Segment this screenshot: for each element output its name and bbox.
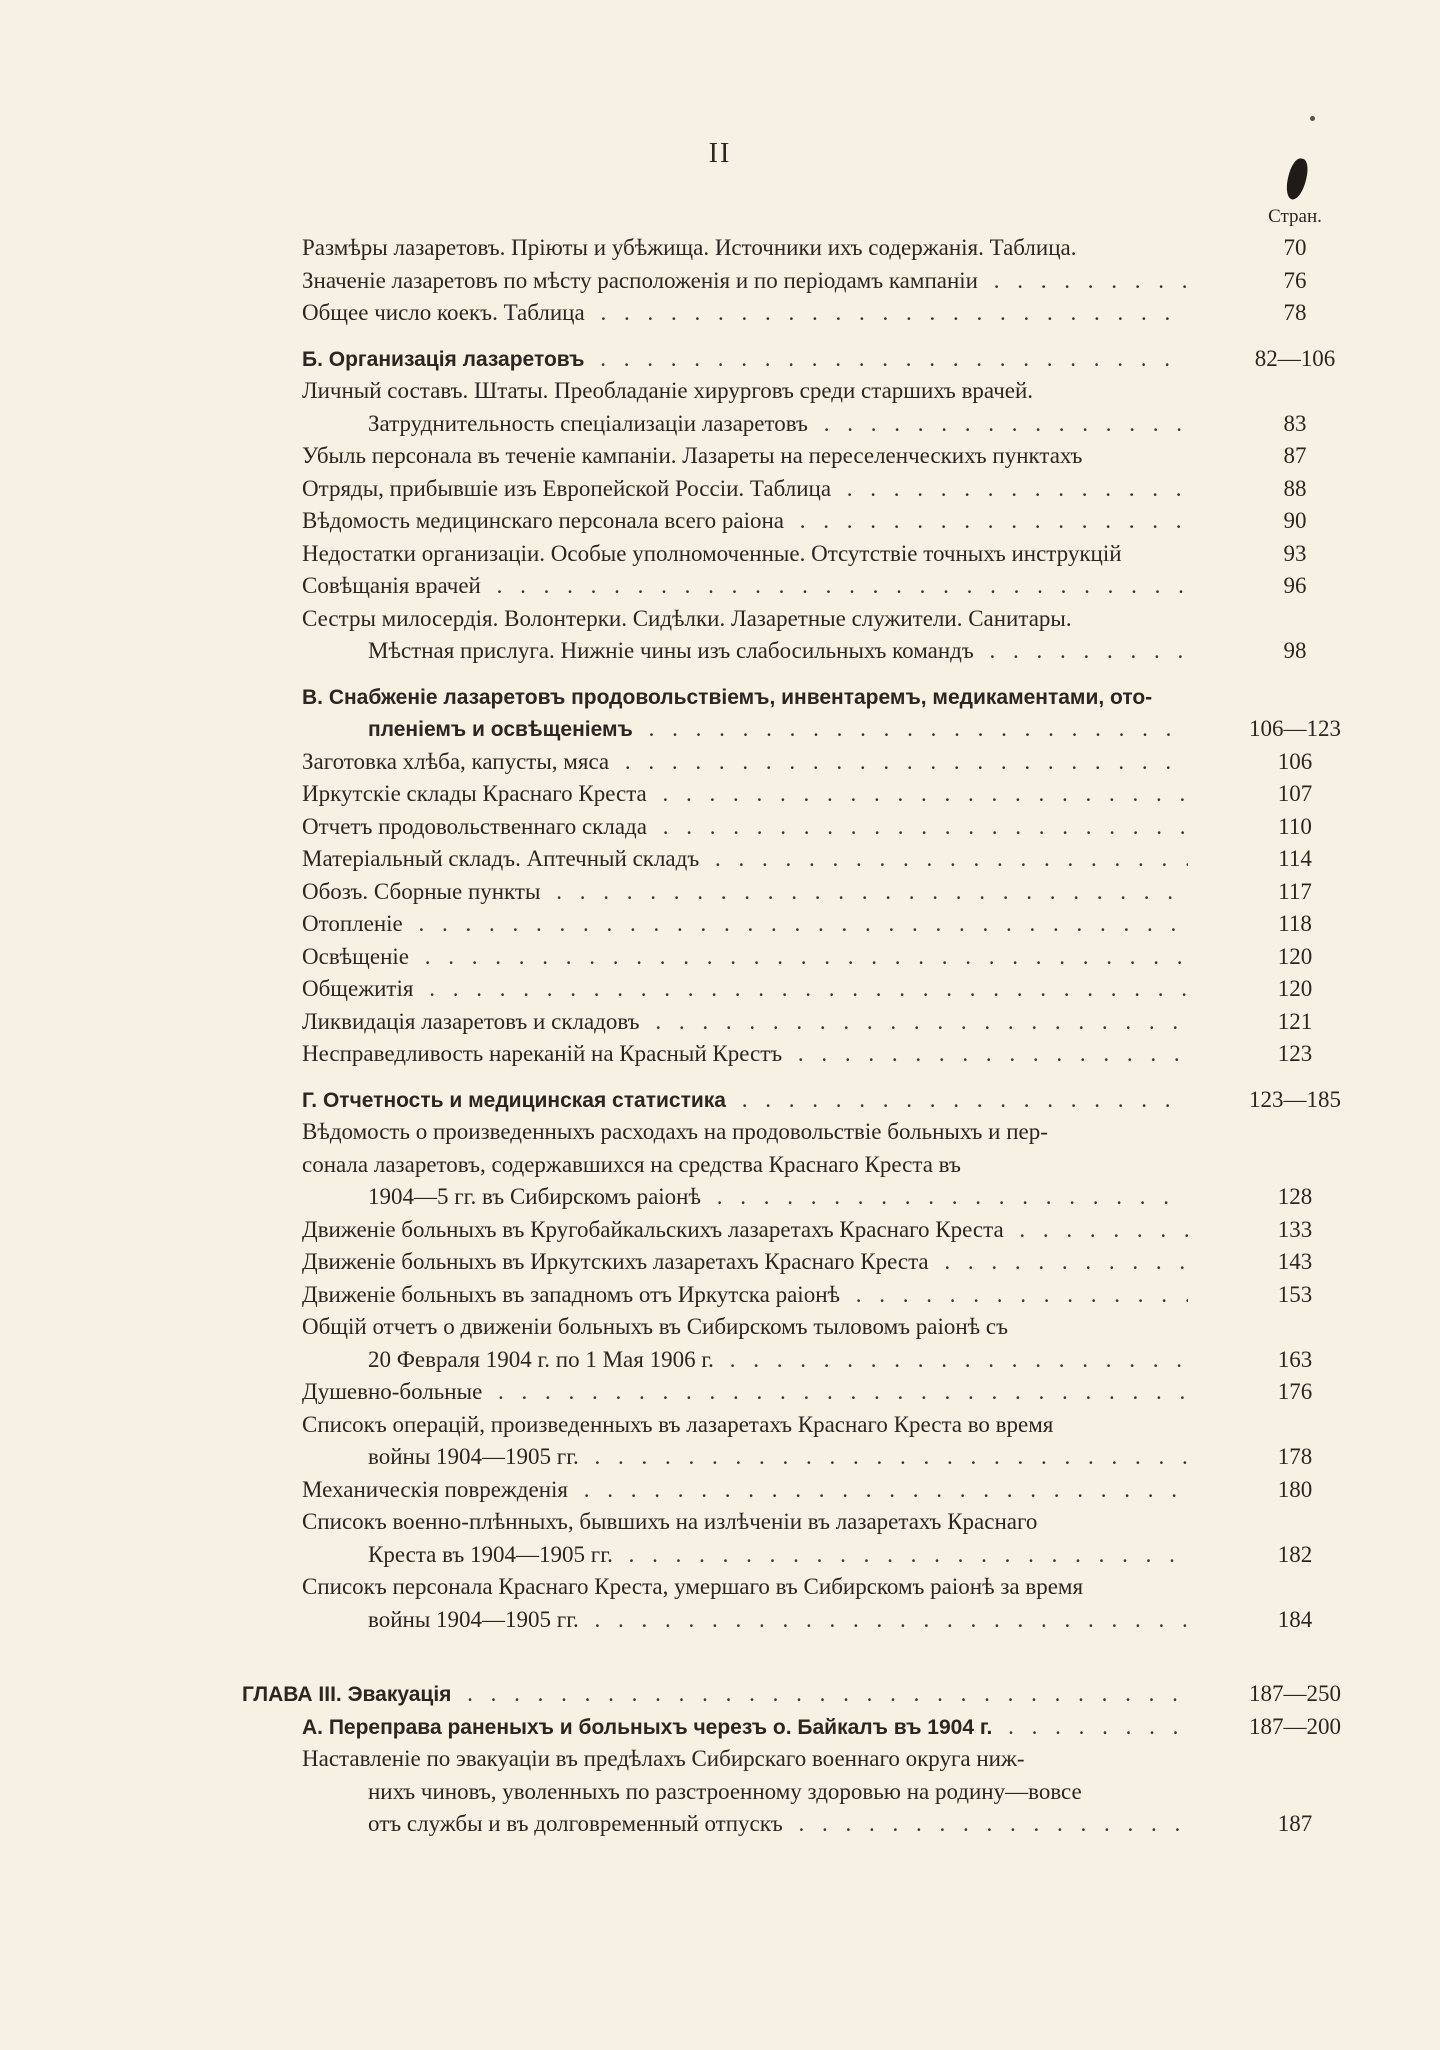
toc-entry (0, 603, 1440, 636)
toc-entry-text: Отчетъ продовольственнаго склада (302, 814, 651, 839)
toc-entry (0, 908, 1440, 941)
toc-entry-text: Личный составъ. Штаты. Преобладаніе хирурговъ среди старшихъ врачей. (302, 378, 1037, 403)
toc-entry-page: 93 (1283, 540, 1307, 566)
toc-entry-text: Движеніе больныхъ въ Кругобайкальскихъ лазаретахъ Краснаго Креста (302, 1217, 1008, 1242)
toc-entry-page: 187 (1277, 1811, 1313, 1836)
toc-entry (0, 1743, 1440, 1776)
toc-entry-title (302, 1711, 1188, 1745)
toc-entry-title (368, 1539, 1188, 1572)
toc-entry-page: 110 (1278, 813, 1312, 839)
toc-entry (0, 408, 1440, 441)
toc-entry-title (302, 843, 1188, 876)
toc-entry (0, 843, 1440, 876)
toc-entry (0, 1571, 1440, 1604)
toc-entry (0, 343, 1440, 376)
toc-entry (0, 265, 1440, 298)
toc-entry-title (302, 1571, 1188, 1604)
toc-entry (0, 570, 1440, 603)
toc-entry-text: Размѣры лазаретовъ. Пріюты и убѣжища. Источники ихъ содержанія. Таблица. (302, 235, 1081, 260)
toc-entry-text: Отряды, прибывшіе изъ Европейской Россіи. Таблица (302, 476, 835, 501)
toc-entry-page: 114 (1278, 846, 1312, 871)
toc-entry-text: нихъ чиновъ, уволенныхъ по разстроенному здоровью на родину—вовсе (368, 1779, 1086, 1804)
toc-entry-title (302, 681, 1188, 715)
toc-entry-text: Иркутскіе склады Краснаго Креста (302, 781, 651, 806)
toc-entry-title (302, 375, 1188, 408)
toc-entry (0, 1084, 1440, 1117)
toc-entry (0, 778, 1440, 811)
toc-entry-text: Общій отчетъ о движеніи больныхъ въ Сибирскомъ тыловомъ раіонѣ съ (302, 1314, 1012, 1339)
toc-entry (0, 1474, 1440, 1507)
toc-entry-title (302, 778, 1188, 811)
toc-entry (0, 713, 1440, 746)
toc-entry-page: 121 (1277, 1008, 1313, 1034)
toc-entry-page: 106 (1277, 748, 1313, 774)
toc-entry (0, 440, 1440, 473)
toc-entry-title (368, 1344, 1188, 1377)
toc-entry (0, 1376, 1440, 1409)
toc-entry-page: 176 (1277, 1379, 1313, 1404)
toc-entry-title (302, 1214, 1188, 1247)
toc-entry-text: Несправедливость нареканій на Красный Крестъ (302, 1041, 786, 1066)
toc-entry (0, 1116, 1440, 1149)
toc-entry-text: Убыль персонала въ теченіе кампаніи. Лазареты на переселенческихъ пунктахъ (302, 443, 1086, 468)
toc-entry-page: 82—106 (1254, 345, 1336, 371)
toc-entry (0, 973, 1440, 1006)
toc-entry (0, 1344, 1440, 1377)
toc-entry (0, 635, 1440, 668)
toc-entry-title (302, 265, 1188, 298)
toc-entry-text: Значеніе лазаретовъ по мѣсту расположенія и по періодамъ кампаніи (302, 268, 982, 293)
toc-entry-title (302, 1246, 1188, 1279)
toc-entry-page: 184 (1277, 1606, 1313, 1632)
toc-entry-page: 90 (1283, 508, 1307, 533)
toc-entry-title (302, 1149, 1188, 1182)
toc-entry-page: 128 (1277, 1184, 1313, 1209)
toc-entry-title (368, 1808, 1188, 1841)
toc-entry-page: 123 (1277, 1041, 1313, 1066)
toc-entry-page: 117 (1278, 878, 1312, 904)
toc-entry (0, 746, 1440, 779)
toc-entry (0, 1149, 1440, 1182)
toc-entry-text: Б. Организація лазаретовъ (302, 348, 589, 371)
toc-entry-title (302, 746, 1188, 779)
toc-entry (0, 1711, 1440, 1744)
toc-entry-text: Обозъ. Сборные пункты (302, 879, 544, 904)
toc-entry-page: 187—200 (1249, 1713, 1341, 1739)
toc-entry (0, 1409, 1440, 1442)
toc-entry-text: Сестры милосердія. Волонтерки. Сидѣлки. Лазаретные служители. Санитары. (302, 606, 1076, 631)
toc-entry-text: войны 1904—1905 гг. (368, 1607, 583, 1632)
toc-entry-page: 96 (1283, 573, 1307, 598)
toc-entry-title (302, 603, 1188, 636)
toc-entry-title (242, 1678, 1188, 1712)
toc-entry-text: Затруднительность спеціализаціи лазаретовъ (368, 411, 812, 436)
toc-entry (0, 538, 1440, 571)
toc-entry-text: А. Переправа раненыхъ и больныхъ черезъ о. Байкалъ въ 1904 г. (302, 1716, 996, 1739)
toc-entry-title (302, 908, 1188, 941)
toc-entry-title (302, 343, 1188, 377)
toc-entry-title (368, 1441, 1188, 1474)
toc-entry-text: 1904—5 гг. въ Сибирскомъ раіонѣ (368, 1184, 705, 1209)
toc-entry-title (302, 505, 1188, 538)
toc-entry (0, 876, 1440, 909)
toc-entry-page: 76 (1283, 267, 1307, 293)
toc-entry-text: Списокъ операцій, произведенныхъ въ лазаретахъ Краснаго Креста во время (302, 1412, 1057, 1437)
toc-entry-title (302, 973, 1188, 1006)
toc-entry-title (302, 440, 1188, 473)
toc-entry-page: 87 (1283, 443, 1307, 468)
toc-entry-page: 123—185 (1249, 1086, 1341, 1112)
toc-entry (0, 375, 1440, 408)
toc-entry-text: сонала лазаретовъ, содержавшихся на средства Краснаго Креста въ (302, 1152, 965, 1177)
toc-entry-page: 120 (1277, 943, 1313, 969)
toc-entry-page: 178 (1277, 1444, 1313, 1469)
toc-entry-title (368, 1604, 1188, 1637)
toc-entry (0, 232, 1440, 265)
toc-entry-text: Вѣдомость медицинскаго персонала всего раіона (302, 508, 788, 533)
toc-entry (0, 1214, 1440, 1247)
toc-entry (0, 297, 1440, 330)
toc-entry-title (302, 1743, 1188, 1776)
toc-entry (0, 1441, 1440, 1474)
toc-entry (0, 811, 1440, 844)
toc-entry-text: Вѣдомость о произведенныхъ расходахъ на продовольствіе больныхъ и пер- (302, 1119, 1052, 1144)
section-gap (0, 1636, 1440, 1678)
toc-entry-text: Движеніе больныхъ въ западномъ отъ Иркутска раіонѣ (302, 1282, 844, 1307)
toc-entry-title (302, 1311, 1188, 1344)
toc-entry (0, 1246, 1440, 1279)
toc-entry (0, 1539, 1440, 1572)
toc-entry-title (302, 473, 1188, 506)
toc-entry-page: 98 (1283, 638, 1307, 663)
toc-entry-title (302, 1409, 1188, 1442)
toc-entry-page: 106—123 (1249, 716, 1341, 741)
toc-entry-page: 133 (1277, 1216, 1313, 1242)
toc-entry (0, 1604, 1440, 1637)
toc-entry-title (302, 941, 1188, 974)
toc-entry-title (302, 570, 1188, 603)
toc-entry-title (368, 713, 1188, 747)
toc-entry (0, 1311, 1440, 1344)
toc-entry-title (302, 876, 1188, 909)
toc-entry (0, 1776, 1440, 1809)
toc-entry (0, 1506, 1440, 1539)
toc-entry-page: 70 (1283, 235, 1307, 260)
toc-entry (0, 1006, 1440, 1039)
ink-speck (1310, 116, 1315, 121)
toc-entry-text: Отопленіе (302, 911, 407, 936)
toc-entry-text: Движеніе больныхъ въ Иркутскихъ лазаретахъ Краснаго Креста (302, 1249, 933, 1274)
toc-entry (0, 681, 1440, 714)
toc-entry-title (302, 1474, 1188, 1507)
toc-entry-page: 107 (1277, 781, 1313, 806)
toc-entry-text: Наставленіе по эвакуаціи въ предѣлахъ Сибирскаго военнаго округа ниж- (302, 1746, 1029, 1771)
toc-entry (0, 1808, 1440, 1841)
toc-entry-text: Механическія поврежденія (302, 1477, 572, 1502)
toc-entry-text: Недостатки организаціи. Особые уполномоченные. Отсутствіе точныхъ инструкцій (302, 541, 1126, 566)
toc-entry-text: Заготовка хлѣба, капусты, мяса (302, 749, 613, 774)
toc-entry-page: 182 (1277, 1541, 1313, 1567)
toc-entry-text: 20 Февраля 1904 г. по 1 Мая 1906 г. (368, 1347, 718, 1372)
toc-entry (0, 941, 1440, 974)
page-column-header: Стран. (1268, 206, 1322, 227)
toc-entry-title (302, 1084, 1188, 1118)
toc-entry-text: Креста въ 1904—1905 гг. (368, 1542, 617, 1567)
toc-entry-page: 143 (1277, 1249, 1313, 1274)
table-of-contents (0, 232, 1440, 1841)
toc-entry-title (302, 538, 1188, 571)
toc-entry-page: 163 (1277, 1346, 1313, 1372)
toc-entry-text: ГЛАВА III. Эвакуація (242, 1683, 455, 1706)
toc-entry-page: 83 (1283, 410, 1307, 436)
toc-entry-title (302, 1376, 1188, 1409)
page-folio: II (708, 138, 732, 169)
toc-entry-text: Общее число коекъ. Таблица (302, 300, 589, 325)
toc-entry-title (302, 297, 1188, 330)
toc-entry-title (302, 232, 1188, 265)
toc-entry-title (302, 1006, 1188, 1039)
toc-entry-page: 78 (1283, 300, 1307, 325)
toc-entry-text: Освѣщеніе (302, 944, 413, 969)
section-gap (0, 668, 1440, 681)
toc-entry (0, 1181, 1440, 1214)
toc-entry-title (302, 811, 1188, 844)
toc-entry-title (368, 635, 1188, 668)
toc-entry (0, 505, 1440, 538)
toc-entry-title (302, 1038, 1188, 1071)
toc-entry (0, 1279, 1440, 1312)
section-gap (0, 330, 1440, 343)
toc-entry-page: 187—250 (1249, 1681, 1341, 1706)
toc-entry-page: 153 (1277, 1281, 1313, 1307)
toc-entry-title (302, 1116, 1188, 1149)
toc-entry-text: войны 1904—1905 гг. (368, 1444, 583, 1469)
toc-entry-text: Ликвидація лазаретовъ и складовъ (302, 1009, 644, 1034)
toc-entry-text: Общежитія (302, 976, 417, 1001)
toc-entry (0, 473, 1440, 506)
toc-entry-title (368, 1181, 1188, 1214)
toc-entry-text: пленіемъ и освѣщеніемъ (368, 718, 637, 741)
toc-entry-page: 120 (1277, 976, 1313, 1001)
toc-entry-title (302, 1506, 1188, 1539)
toc-entry-text: Матеріальный складъ. Аптечный складъ (302, 846, 703, 871)
toc-entry-page: 118 (1278, 911, 1312, 936)
toc-entry (0, 1038, 1440, 1071)
toc-entry-title (368, 1776, 1188, 1809)
toc-entry-text: отъ службы и въ долговременный отпускъ (368, 1811, 787, 1836)
toc-entry-title (368, 408, 1188, 441)
toc-entry-text: Душевно-больные (302, 1379, 486, 1404)
toc-entry-text: Совѣщанія врачей (302, 573, 485, 598)
toc-entry-page: 180 (1277, 1476, 1313, 1502)
toc-entry-text: Списокъ персонала Краснаго Креста, умершаго въ Сибирскомъ раіонѣ за время (302, 1574, 1087, 1599)
section-gap (0, 1071, 1440, 1084)
toc-entry (0, 1678, 1440, 1711)
toc-entry-text: Мѣстная прислуга. Нижніе чины изъ слабосильныхъ командъ (368, 638, 978, 663)
toc-entry-title (302, 1279, 1188, 1312)
toc-entry-page: 88 (1283, 475, 1307, 501)
toc-entry-text: В. Снабженіе лазаретовъ продовольствіемъ, инвентаремъ, медикаментами, ото- (302, 686, 1156, 709)
toc-entry-text: Г. Отчетность и медицинская статистика (302, 1089, 730, 1112)
toc-entry-text: Списокъ военно-плѣнныхъ, бывшихъ на излѣченіи въ лазаретахъ Краснаго (302, 1509, 1041, 1534)
